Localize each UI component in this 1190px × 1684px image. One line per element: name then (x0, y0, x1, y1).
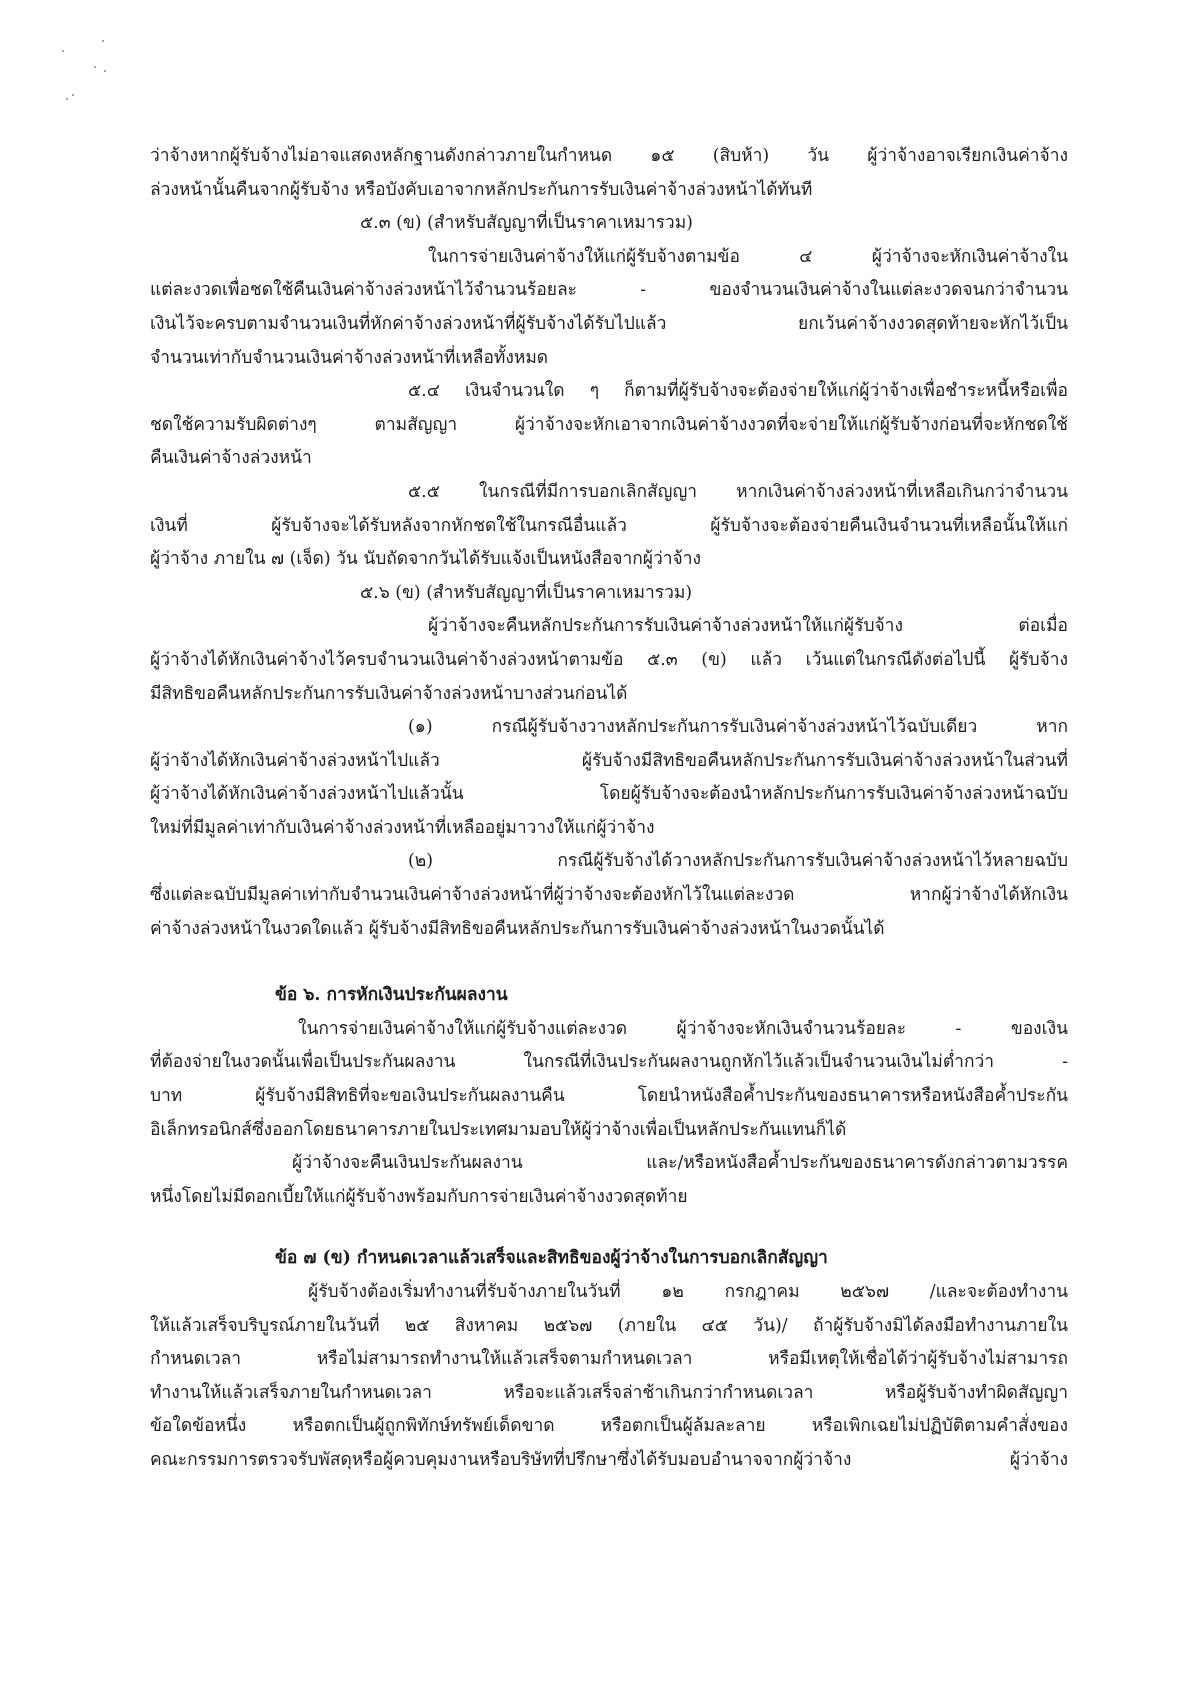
text-line: แต่ละงวดเพื่อชดใช้คืนเงินค่าจ้างล่วงหน้าไว้จำนวนร้อยละ - ของจำนวนเงินค่าจ้างในแต่ละงวดจนกว่าจำนวน (150, 280, 1068, 301)
text-line: ในการจ่ายเงินค่าจ้างให้แก่ผู้รับจ้างแต่ละงวด ผู้ว่าจ้างจะหักเงินจำนวนร้อยละ - ของเงิน (298, 1018, 1068, 1039)
text-line: ว่าจ้างหากผู้รับจ้างไม่อาจแสดงหลักฐานดังกล่าวภายในกำหนด ๑๕ (สิบห้า) วัน ผู้ว่าจ้างอาจเรียกเงินค่าจ้าง (150, 146, 1068, 166)
text-line: กำหนดเวลา หรือไม่สามารถทำงานให้แล้วเสร็จตามกำหนดเวลา หรือมีเหตุให้เชื่อได้ว่าผู้รับจ้างไม่สามารถ (150, 1349, 1068, 1370)
text-line: ทำงานให้แล้วเสร็จภายในกำหนดเวลา หรือจะแล้วเสร็จล่าช้าเกินกว่ากำหนดเวลา หรือผู้รับจ้างทำผิดสัญญา (150, 1382, 1068, 1403)
text-line: ผู้ว่าจ้างได้หักเงินค่าจ้างล่วงหน้าไปแล้ว ผู้รับจ้างมีสิทธิขอคืนหลักประกันการรับเงินค่าจ้างล่วงหน้าในส่วนที่ (150, 750, 1068, 771)
text-line: มีสิทธิขอคืนหลักประกันการรับเงินค่าจ้างล่วงหน้าบางส่วนก่อนได้ (150, 683, 628, 704)
section-gap (150, 1214, 1068, 1242)
scan-speck (72, 94, 74, 96)
text-line: ผู้ว่าจ้างจะคืนเงินประกันผลงาน และ/หรือหนังสือค้ำประกันของธนาคารดังกล่าวตามวรรค (292, 1153, 1068, 1174)
text-line: ผู้ว่าจ้าง ภายใน ๗ (เจ็ด) วัน นับถัดจากวันได้รับแจ้งเป็นหนังสือจากผู้ว่าจ้าง (150, 549, 701, 570)
text-line: ล่วงหน้านั้นคืนจากผู้รับจ้าง หรือบังคับเอาจากหลักประกันการรับเงินค่าจ้างล่วงหน้าได้ทันที (150, 179, 813, 200)
text-line: ผู้ว่าจ้างจะคืนหลักประกันการรับเงินค่าจ้างล่วงหน้าให้แก่ผู้รับจ้าง ต่อเมื่อ (428, 616, 1068, 637)
text-line: จำนวนเท่ากับจำนวนเงินค่าจ้างล่วงหน้าที่เหลือทั้งหมด (150, 347, 549, 368)
document-body (150, 140, 1068, 1478)
text-line: หนึ่งโดยไม่มีดอกเบี้ยให้แก่ผู้รับจ้างพร้อมกับการจ่ายเงินค่าจ้างงวดสุดท้าย (150, 1186, 688, 1207)
text-line: อิเล็กทรอนิกส์ซึ่งออกโดยธนาคารภายในประเทศมามอบให้ผู้ว่าจ้างเพื่อเป็นหลักประกันแทนก็ได้ (150, 1119, 847, 1140)
text-line: ในการจ่ายเงินค่าจ้างให้แก่ผู้รับจ้างตามข้อ ๔ ผู้ว่าจ้างจะหักเงินค่าจ้างใน (428, 246, 1068, 267)
text-line: (๑) กรณีผู้รับจ้างวางหลักประกันการรับเงินค่าจ้างล่วงหน้าไว้ฉบับเดียว หาก (408, 717, 1068, 738)
section-gap (150, 946, 1068, 979)
text-line: ซึ่งแต่ละฉบับมีมูลค่าเท่ากับจำนวนเงินค่าจ้างล่วงหน้าที่ผู้ว่าจ้างจะต้องหักไว้ในแต่ละงวด หากผู้ว่าจ้างได้หักเงิน (150, 885, 1068, 906)
section-heading: ข้อ ๖. การหักเงินประกันผลงาน (275, 985, 508, 1006)
text-line: คณะกรรมการตรวจรับพัสดุหรือผู้ควบคุมงานหรือบริษัทที่ปรึกษาซึ่งได้รับมอบอำนาจจากผู้ว่าจ้าง ผู้ว่าจ้าง (150, 1449, 1068, 1470)
text-line: คืนเงินค่าจ้างล่วงหน้า (150, 448, 312, 469)
text-line: ค่าจ้างล่วงหน้าในงวดใดแล้ว ผู้รับจ้างมีสิทธิขอคืนหลักประกันการรับเงินค่าจ้างล่วงหน้าในงวดนั้นได้ (150, 918, 885, 939)
text-line: ๕.๕ ในกรณีที่มีการบอกเลิกสัญญา หากเงินค่าจ้างล่วงหน้าที่เหลือเกินกว่าจำนวน (408, 481, 1068, 502)
scan-specks (56, 38, 126, 108)
text-line: เงินไว้จะครบตามจำนวนเงินที่หักค่าจ้างล่วงหน้าที่ผู้รับจ้างได้รับไปแล้ว ยกเว้นค่าจ้างงวดสุดท้ายจะหักไว้เป็น (150, 313, 1068, 334)
section-heading: ข้อ ๗ (ข) กำหนดเวลาแล้วเสร็จและสิทธิของผู้ว่าจ้างในการบอกเลิกสัญญา (275, 1248, 828, 1269)
clause-heading: ๕.๓ (ข) (สำหรับสัญญาที่เป็นราคาเหมารวม) (360, 213, 693, 234)
scan-speck (66, 98, 68, 100)
clause-heading: ๕.๖ (ข) (สำหรับสัญญาที่เป็นราคาเหมารวม) (360, 582, 693, 603)
text-line: ใหม่ที่มีมูลค่าเท่ากับเงินค่าจ้างล่วงหน้าที่เหลืออยู่มาวางให้แก่ผู้ว่าจ้าง (150, 817, 655, 838)
scan-speck (62, 50, 64, 52)
text-line: ผู้ว่าจ้างได้หักเงินค่าจ้างล่วงหน้าไปแล้วนั้น โดยผู้รับจ้างจะต้องนำหลักประกันการรับเงินค่าจ้างล่วงหน้าฉบับ (150, 784, 1068, 805)
text-line: ผู้ว่าจ้างได้หักเงินค่าจ้างไว้ครบจำนวนเงินค่าจ้างล่วงหน้าตามข้อ ๕.๓ (ข) แล้ว เว้นแต่ในกรณีดังต่อไปนี้ ผู้รับจ้าง (150, 649, 1068, 670)
text-line: ๕.๔ เงินจำนวนใด ๆ ก็ตามที่ผู้รับจ้างจะต้องจ่ายให้แก่ผู้ว่าจ้างเพื่อชำระหนี้หรือเพื่อ (408, 381, 1068, 402)
text-line: ผู้รับจ้างต้องเริ่มทำงานที่รับจ้างภายในวันที่ ๑๒ กรกฎาคม ๒๕๖๗ /และจะต้องทำงาน (308, 1282, 1068, 1302)
text-line: บาท ผู้รับจ้างมีสิทธิที่จะขอเงินประกันผลงานคืน โดยนำหนังสือค้ำประกันของธนาคารหรือหนังสือค้ำประกัน (150, 1086, 1068, 1107)
text-line: เงินที่ ผู้รับจ้างจะได้รับหลังจากหักชดใช้ในกรณีอื่นแล้ว ผู้รับจ้างจะต้องจ่ายคืนเงินจำนวนที่เหลือนั้นให้แก่ (150, 515, 1068, 536)
text-line: ให้แล้วเสร็จบริบูรณ์ภายในวันที่ ๒๕ สิงหาคม ๒๕๖๗ (ภายใน ๔๕ วัน)/ ถ้าผู้รับจ้างมิได้ลงมือทำงานภายใน (150, 1315, 1068, 1336)
scan-speck (104, 70, 106, 72)
text-line: ชดใช้ความรับผิดต่างๆ ตามสัญญา ผู้ว่าจ้างจะหักเอาจากเงินค่าจ้างงวดที่จะจ่ายให้แก่ผู้รับจ้างก่อนที่จะหักชดใช้ (150, 414, 1068, 435)
text-line: ข้อใดข้อหนึ่ง หรือตกเป็นผู้ถูกพิทักษ์ทรัพย์เด็ดขาด หรือตกเป็นผู้ล้มละลาย หรือเพิกเฉยไม่ปฏิบัติตามคำสั่งของ (150, 1416, 1068, 1437)
text-line: (๒) กรณีผู้รับจ้างได้วางหลักประกันการรับเงินค่าจ้างล่วงหน้าไว้หลายฉบับ (408, 851, 1068, 872)
scan-speck (94, 66, 96, 68)
scan-speck (102, 40, 104, 42)
text-line: ที่ต้องจ่ายในงวดนั้นเพื่อเป็นประกันผลงาน ในกรณีที่เงินประกันผลงานถูกหักไว้แล้วเป็นจำนวนเงินไม่ต่ำกว่า - (150, 1052, 1068, 1073)
